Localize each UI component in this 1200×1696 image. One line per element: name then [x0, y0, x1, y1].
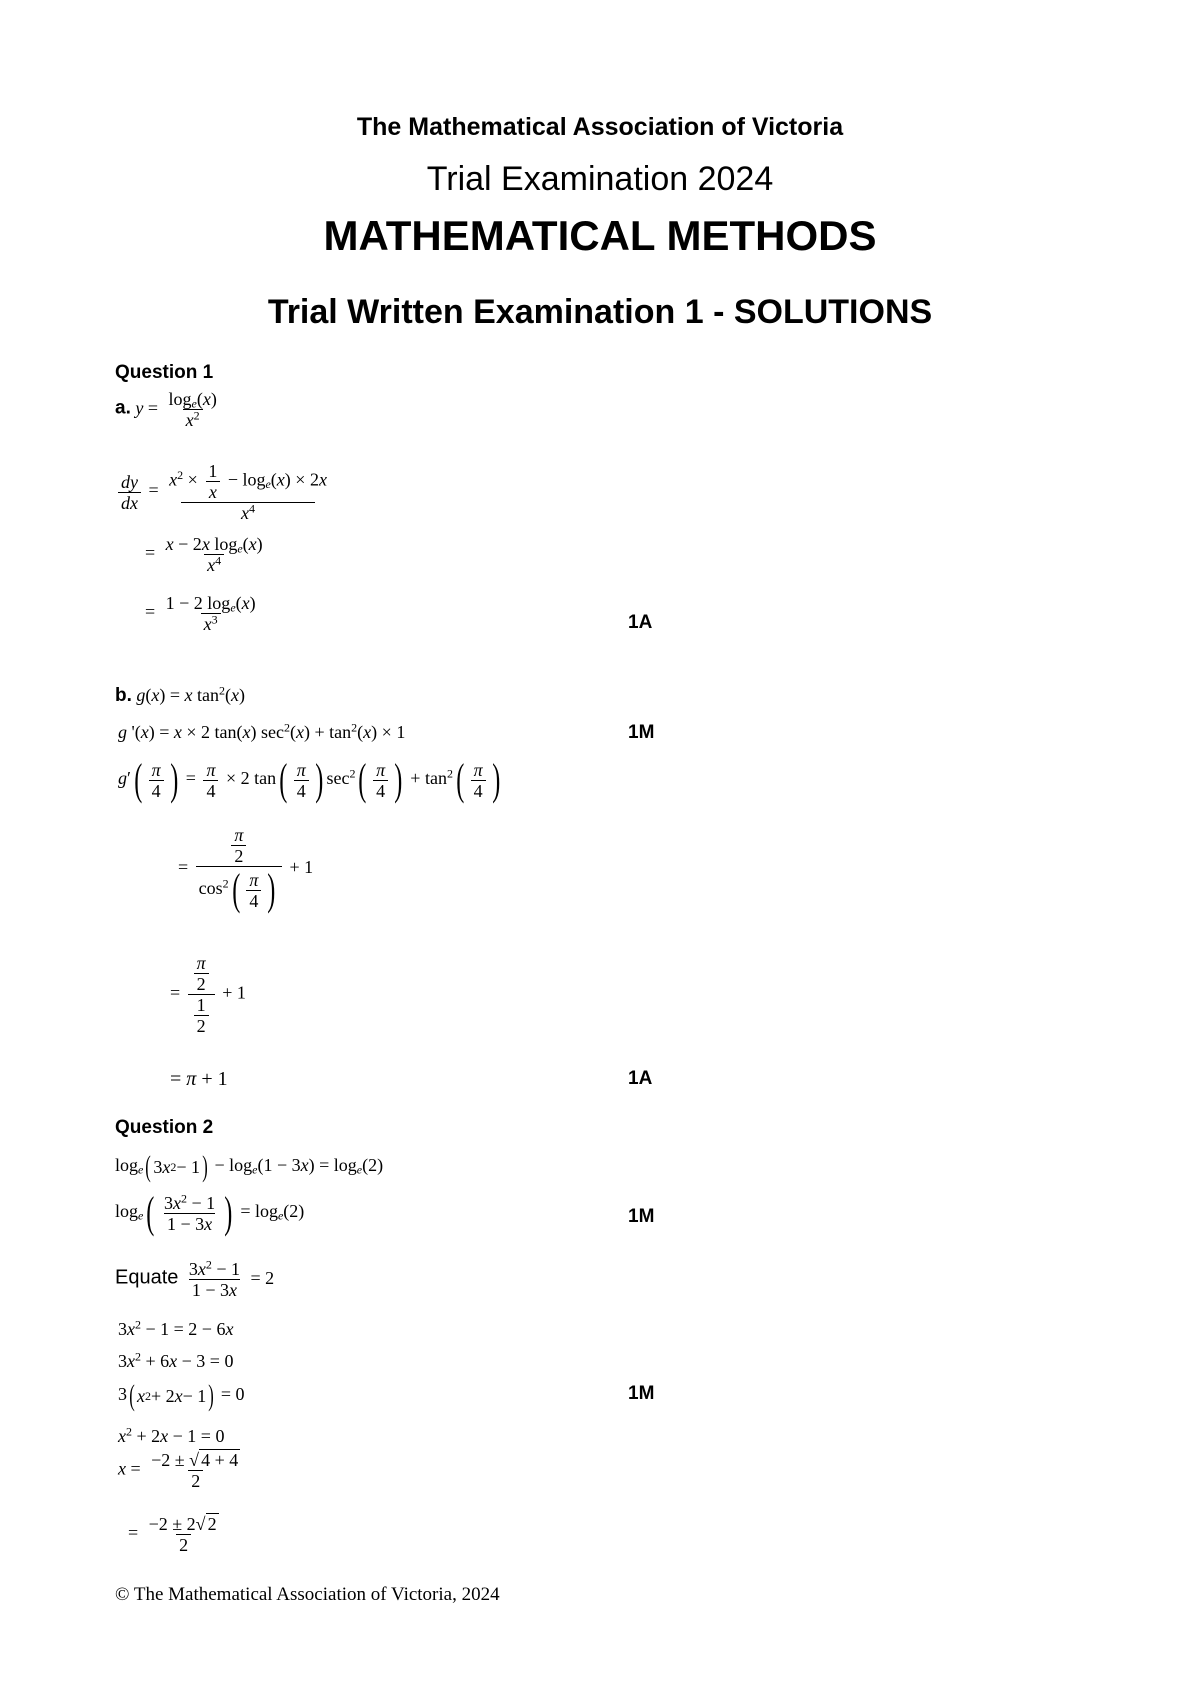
question-2-heading: Question 2	[115, 1117, 214, 1138]
q1b-substitute: g′ ( π 4 ) = $\frac{\pi}{4}$ × 2 tan ( π 4 ) $\sec^2$ ( π 4 ) + $\tan^2$ ( π 4 )	[118, 755, 500, 804]
q2-simplify: = $\frac{-2 \pm 2√ 2}{2}$	[128, 1514, 217, 1555]
mark-q2-1: 1M	[628, 1206, 655, 1227]
equate-label: Equate	[115, 1266, 179, 1289]
question-1-heading: Question 1	[115, 362, 214, 383]
q2-step-2: $3x^2 + 6x - 3 = 0$	[118, 1349, 234, 1371]
q1a-simplify-2: = $\frac{1 - 2 \log_e(x)}{x^3}$	[145, 593, 256, 634]
q2-step-3: 3 ( x 2 + 2 x − 1 ) = 0	[118, 1379, 245, 1412]
association-title: The Mathematical Association of Victoria	[356, 113, 844, 141]
q2-combine: $\log_e$ ( $3x^2 - 1$ 1 − 3x ) = $\log_e(2)$	[115, 1188, 305, 1237]
q2-equate: Equate $\frac{3x^2 - 1}{1 - 3x}$ = 2	[115, 1257, 275, 1300]
subject-title: MATHEMATICAL METHODS	[323, 212, 877, 259]
q1a-equation: a. y = $\frac{\log_e(x)}{x^2}$	[115, 389, 217, 430]
q1b-equation: b. g(x) = x $\tan^2(x)$	[115, 683, 245, 706]
exam-title: Trial Examination 2024	[426, 160, 774, 198]
copyright-footer: © The Mathematical Association of Victoria, 2024	[115, 1584, 500, 1605]
q2-step-1: $3x^2 - 1 = 2 - 6x$	[118, 1317, 234, 1339]
q2-equation: $\log_e$ ( 3 x 2 − 1 ) − $\log_e(1 - 3x) = \log_e(2)$	[115, 1150, 384, 1183]
q1b-label: b.	[115, 685, 132, 706]
q1a-simplify-1: = $\frac{x - 2x \log_e(x)}{x^4}$	[145, 534, 263, 575]
q2-quadratic-formula: x = $\frac{-2 \pm √ 4 + 4}{2}$	[118, 1450, 239, 1491]
q1b-result: = π + 1	[170, 1068, 228, 1090]
q1b-derivative: g '(x) = x × 2 tan(x) $\sec^2(x) + \tan^2(x) \times 1$	[118, 720, 406, 742]
q2-step-4: $x^2 + 2x - 1 = 0$	[118, 1424, 225, 1446]
mark-q2-2: 1M	[628, 1383, 655, 1404]
q1a-label: a.	[115, 397, 131, 419]
q1b-step-2: = $\frac{\frac{\pi}{2}}{\frac{1}{2}}$ + 1	[170, 953, 246, 1036]
mark-q1b-1: 1M	[628, 722, 655, 743]
paper-title: Trial Written Examination 1 - SOLUTIONS	[267, 293, 933, 331]
q1a-derivative: $\frac{dy}{dx}$ = $x^2$ × $\frac{1}{x}$ − $\log_e(x) \times 2x$ $x^4$	[115, 462, 333, 522]
q1b-step-1: = $\frac{\pi}{2}$ $\cos^2$ ( π 4 ) + 1	[178, 825, 314, 914]
mark-q1a: 1A	[628, 612, 653, 633]
mark-q1b-2: 1A	[628, 1068, 653, 1089]
